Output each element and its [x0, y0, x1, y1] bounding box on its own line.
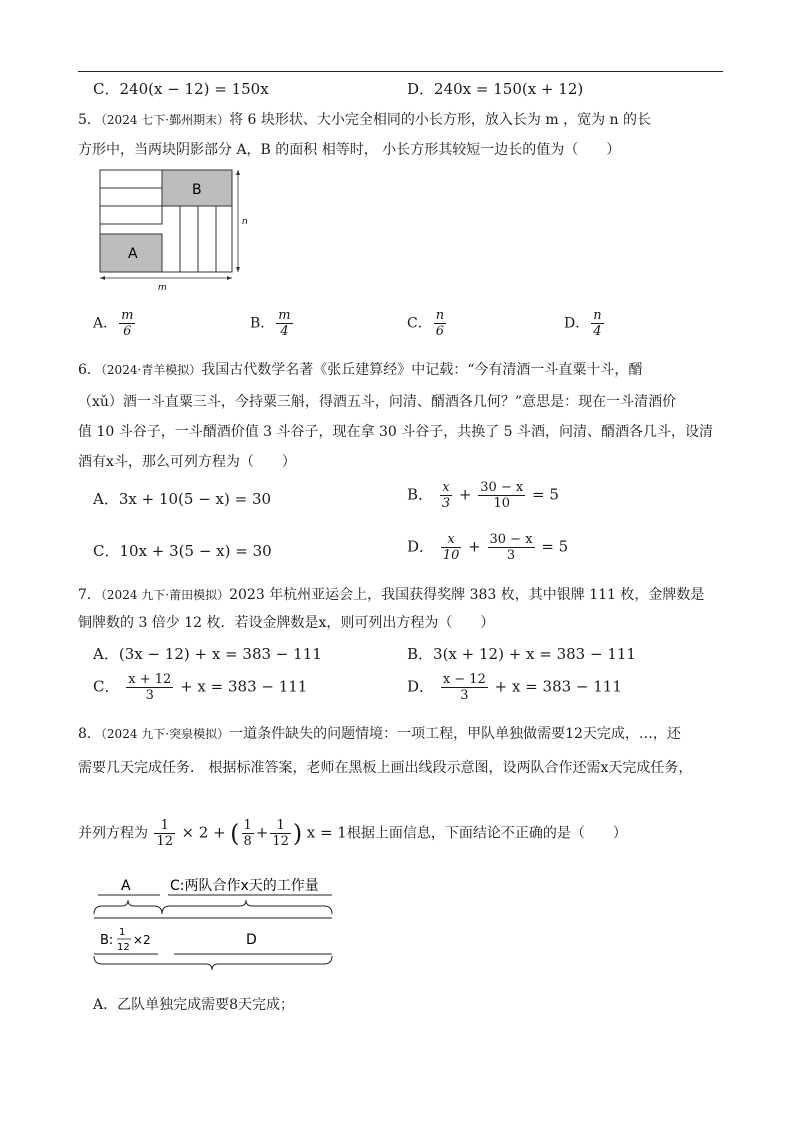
q7-line2: 铜牌数的 3 倍少 12 枚．若设金牌数是x，则可列出方程为（ ）	[78, 615, 495, 631]
q5-line1: 5．（2024 七下·鄞州期末）将 6 块形状、大小完全相同的小长方形，放入长为 m ，宽为 n 的长	[78, 112, 651, 128]
q5-rectangle-figure	[92, 166, 252, 294]
q6-line3: 值 10 斗谷子，一斗醑酒价值 3 斗谷子，现在拿 30 斗谷子，共换了 5 斗酒，问清、醑酒各几斗，设清	[78, 424, 714, 440]
q7-line1: 7．（2024 九下·莆田模拟）2023 年杭州亚运会上，我国获得奖牌 383 枚，其中银牌 111 枚，金牌数是	[78, 587, 705, 603]
q5-option-d: D． $\frac{n}{4}$	[564, 308, 602, 339]
q6-line2: （xǔ）酒一斗直粟三斗，今持粟三斛，得酒五斗，问清、醑酒各几何？”意思是：现在一斗清酒价	[78, 394, 677, 410]
seg-label-b: B:	[100, 933, 114, 948]
q8-line1: 8．（2024 九下·突泉模拟）一道条件缺失的问题情境：一项工程，甲队单独做需要12天完成，…，还	[78, 726, 681, 742]
label-n: n	[242, 217, 248, 227]
q8-option-a: A．乙队单独完成需要8天完成；	[93, 997, 295, 1013]
q5-option-a: A． $\frac{m}{6}$	[93, 308, 134, 339]
q8-line2: 需要几天完成任务． 根据标准答案，老师在黑板上画出线段示意图，设两队合作还需x天完成任务，	[78, 760, 693, 776]
label-a: A	[128, 246, 138, 262]
q8-equation-line: 并列方程为 $\frac{1}{12}$ × 2 + ( $\frac{1}{8}$ + $\frac{1}{12}$ ) x = 1根据上面信息，下面结论不正确的是（ ）	[78, 818, 627, 849]
seg-label-d: D	[246, 932, 257, 948]
q8-segment-diagram	[88, 872, 348, 972]
q6-line1: 6．（2024·青羊模拟）我国古代数学名著《张丘建算经》中记载：“今有清酒一斗直粟十斗，醑	[78, 362, 643, 378]
q7-option-c: C． $\frac{x + 12}{3}$ + x = 383 − 111	[93, 672, 308, 703]
q5-line2: 方形中，当两块阴影部分 A，B 的面积 相等时， 小长方形其较短一边长的值为（ ）	[78, 142, 621, 158]
q6-line4: 酒有x斗，那么可列方程为（ ）	[78, 454, 296, 470]
q6-option-b: B． $\frac{x}{3}$ + $\frac{30 - x}{10}$ = 5	[407, 480, 559, 511]
label-m: m	[158, 283, 167, 293]
prev-option-c: C．240(x − 12) = 150x	[93, 80, 269, 98]
svg-text:×2: ×2	[133, 933, 151, 947]
q5-option-c: C． $\frac{n}{6}$	[407, 308, 445, 339]
q7-option-b: B．3(x + 12) + x = 383 − 111	[407, 645, 636, 663]
q7-option-d: D． $\frac{x - 12}{3}$ + x = 383 − 111	[407, 672, 622, 703]
svg-text:1: 1	[119, 927, 126, 938]
label-b: B	[192, 182, 202, 198]
q6-option-c: C．10x + 3(5 − x) = 30	[93, 542, 272, 560]
prev-option-d: D．240x = 150(x + 12)	[407, 80, 584, 98]
seg-label-c: C:两队合作x天的工作量	[170, 878, 319, 894]
q6-option-a: A．3x + 10(5 − x) = 30	[93, 490, 272, 508]
seg-label-a: A	[121, 878, 131, 894]
q5-option-b: B． $\frac{m}{4}$	[250, 308, 291, 339]
q6-option-d: D． $\frac{x}{10}$ + $\frac{30 - x}{3}$ = 5	[407, 532, 569, 563]
top-rule	[78, 71, 723, 72]
svg-text:12: 12	[117, 942, 130, 953]
q7-option-a: A．(3x − 12) + x = 383 − 111	[93, 645, 322, 663]
